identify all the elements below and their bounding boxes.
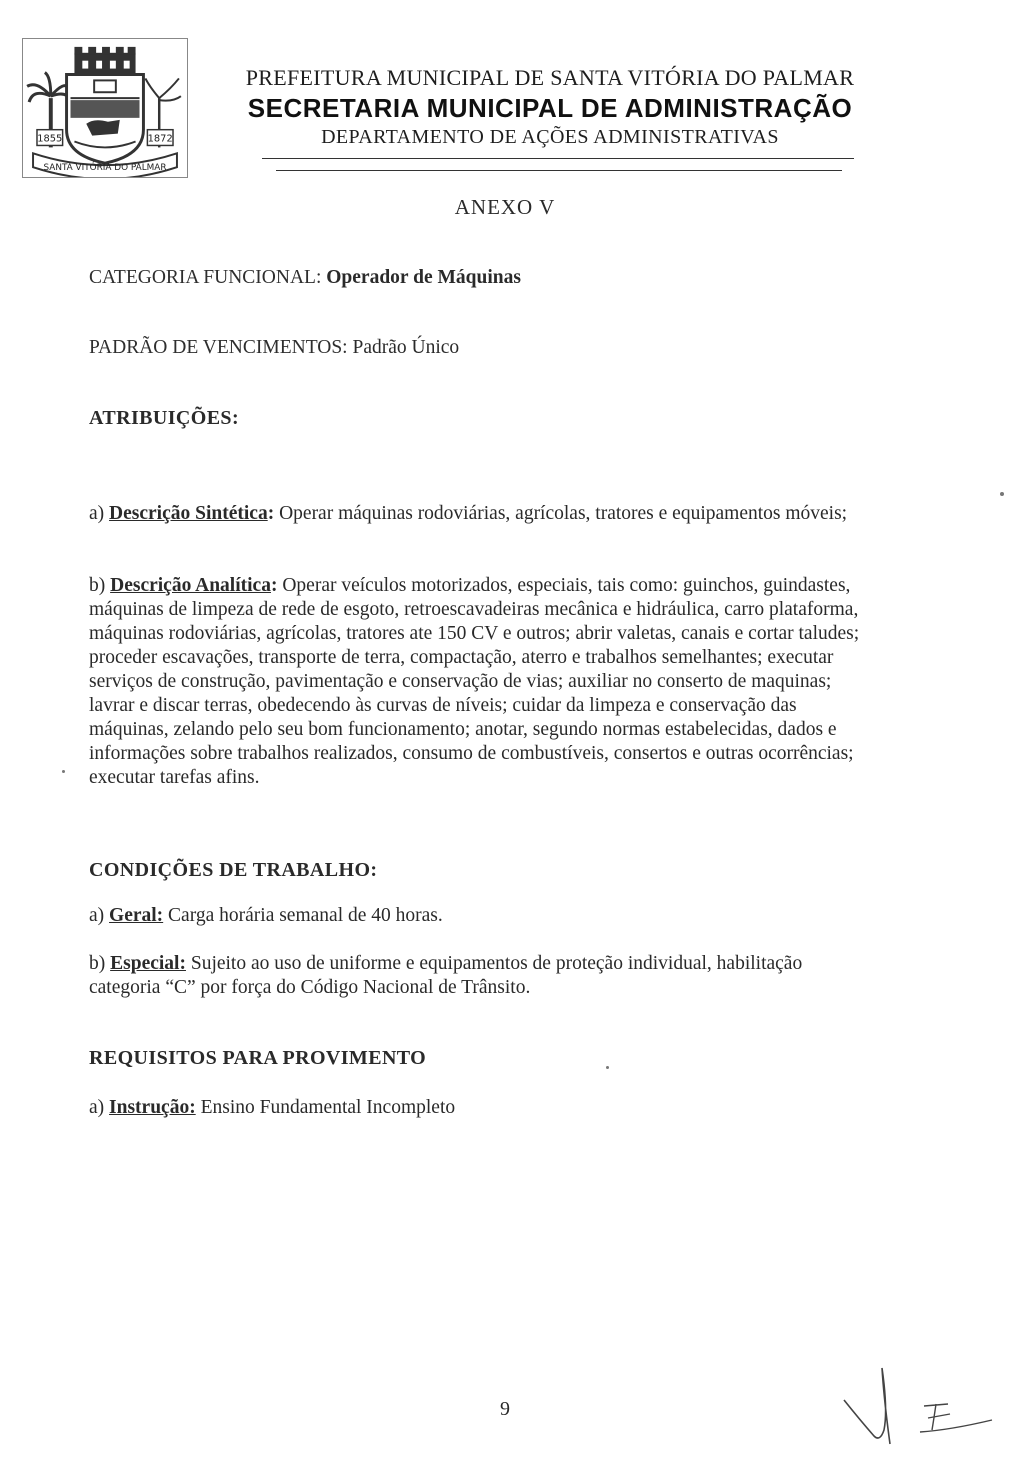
padrao-label: PADRÃO DE VENCIMENTOS: bbox=[89, 337, 348, 358]
descricao-sintetica bbox=[89, 502, 927, 526]
descricao-analitica-line: executar tarefas afins. bbox=[89, 767, 260, 788]
descricao-analitica-line: lavrar e discar terras, obedecendo às curvas de níveis; cuidar da limpeza e conservação das bbox=[89, 695, 797, 716]
padrao-vencimentos bbox=[89, 336, 927, 360]
condicao-especial-text: Sujeito ao uso de uniforme e equipamentos de proteção individual, habilitação bbox=[190, 953, 803, 974]
header-rule-bottom bbox=[276, 170, 842, 171]
letterhead bbox=[230, 64, 870, 150]
descricao-analitica-line: máquinas, zelando pelo seu bom funcionamento; anotar, segundo normas estabelecidas, dados e bbox=[89, 719, 837, 740]
label-colon: : bbox=[267, 503, 275, 524]
instrucao-label: Instrução: bbox=[109, 1097, 196, 1118]
descricao-analitica-line bbox=[89, 574, 927, 598]
scan-speck bbox=[1000, 492, 1004, 496]
condicao-geral bbox=[89, 904, 927, 928]
descricao-analitica-line: máquinas rodoviárias, agrícolas, tratores ate 150 CV e outros; abrir valetas, canais e cortar taludes; bbox=[89, 623, 860, 644]
condicao-especial-label: Especial: bbox=[110, 953, 186, 974]
descricao-sintetica-text: Operar máquinas rodoviárias, agrícolas, tratores e equipamentos móveis; bbox=[279, 503, 848, 524]
atribuicoes-heading: ATRIBUIÇÕES: bbox=[89, 407, 240, 429]
handwritten-initials-icon bbox=[840, 1360, 1000, 1455]
descricao-analitica-line: máquinas de limpeza de rede de esgoto, retroescavadeiras mecânica e hidráulica, carro plataforma, bbox=[89, 599, 859, 620]
scan-speck bbox=[606, 1066, 609, 1069]
condicao-especial-line: categoria “C” por força do Código Nacional de Trânsito. bbox=[89, 977, 531, 998]
padrao-value: Padrão Único bbox=[352, 337, 460, 358]
crest-year-left: 1855 bbox=[37, 133, 63, 145]
requisitos-heading: REQUISITOS PARA PROVIMENTO bbox=[89, 1047, 427, 1069]
descricao-analitica-line: serviços de construção, pavimentação e conservação de vias; auxiliar no conserto de maquinas; bbox=[89, 671, 832, 692]
descricao-sintetica-label: Descrição Sintética bbox=[109, 503, 268, 524]
descricao-analitica-text: Operar veículos motorizados, especiais, tais como: guinchos, guindastes, bbox=[282, 575, 851, 596]
scan-speck bbox=[62, 770, 65, 773]
requisito-instrucao bbox=[89, 1096, 927, 1120]
descricao-analitica-line: proceder escavações, transporte de terra, compactação, aterro e trabalhos semelhantes; executar bbox=[89, 647, 834, 668]
item-prefix: a) bbox=[89, 1097, 105, 1118]
secretaria-title: SECRETARIA MUNICIPAL DE ADMINISTRAÇÃO bbox=[247, 93, 853, 123]
prefeitura-title: PREFEITURA MUNICIPAL DE SANTA VITÓRIA DO PALMAR bbox=[245, 65, 855, 90]
item-prefix: a) bbox=[89, 503, 105, 524]
departamento-title: DEPARTAMENTO DE AÇÕES ADMINISTRATIVAS bbox=[321, 126, 779, 148]
item-prefix: b) bbox=[89, 953, 106, 974]
categoria-label: CATEGORIA FUNCIONAL: bbox=[89, 267, 322, 288]
header-rule-top bbox=[262, 158, 854, 159]
page-number: 9 bbox=[500, 1398, 510, 1420]
municipal-coat-of-arms-icon bbox=[22, 38, 188, 178]
condicao-geral-text: Carga horária semanal de 40 horas. bbox=[168, 905, 443, 926]
crest-year-right: 1872 bbox=[147, 133, 173, 145]
item-prefix: a) bbox=[89, 905, 105, 926]
item-prefix: b) bbox=[89, 575, 106, 596]
instrucao-text: Ensino Fundamental Incompleto bbox=[200, 1097, 456, 1118]
descricao-analitica-label: Descrição Analítica bbox=[110, 575, 271, 596]
label-colon: : bbox=[270, 575, 278, 596]
annex-title: ANEXO V bbox=[454, 195, 556, 219]
condicao-geral-label: Geral: bbox=[109, 905, 164, 926]
condicao-especial bbox=[89, 952, 927, 976]
categoria-funcional bbox=[89, 266, 927, 290]
crest-ribbon-text: SANTA VITÓRIA DO PALMAR bbox=[43, 163, 167, 174]
condicoes-heading: CONDIÇÕES DE TRABALHO: bbox=[89, 859, 378, 881]
descricao-analitica-line: informações sobre trabalhos realizados, consumo de combustíveis, consertos e outras ocorrências; bbox=[89, 743, 854, 764]
categoria-value: Operador de Máquinas bbox=[326, 267, 521, 288]
